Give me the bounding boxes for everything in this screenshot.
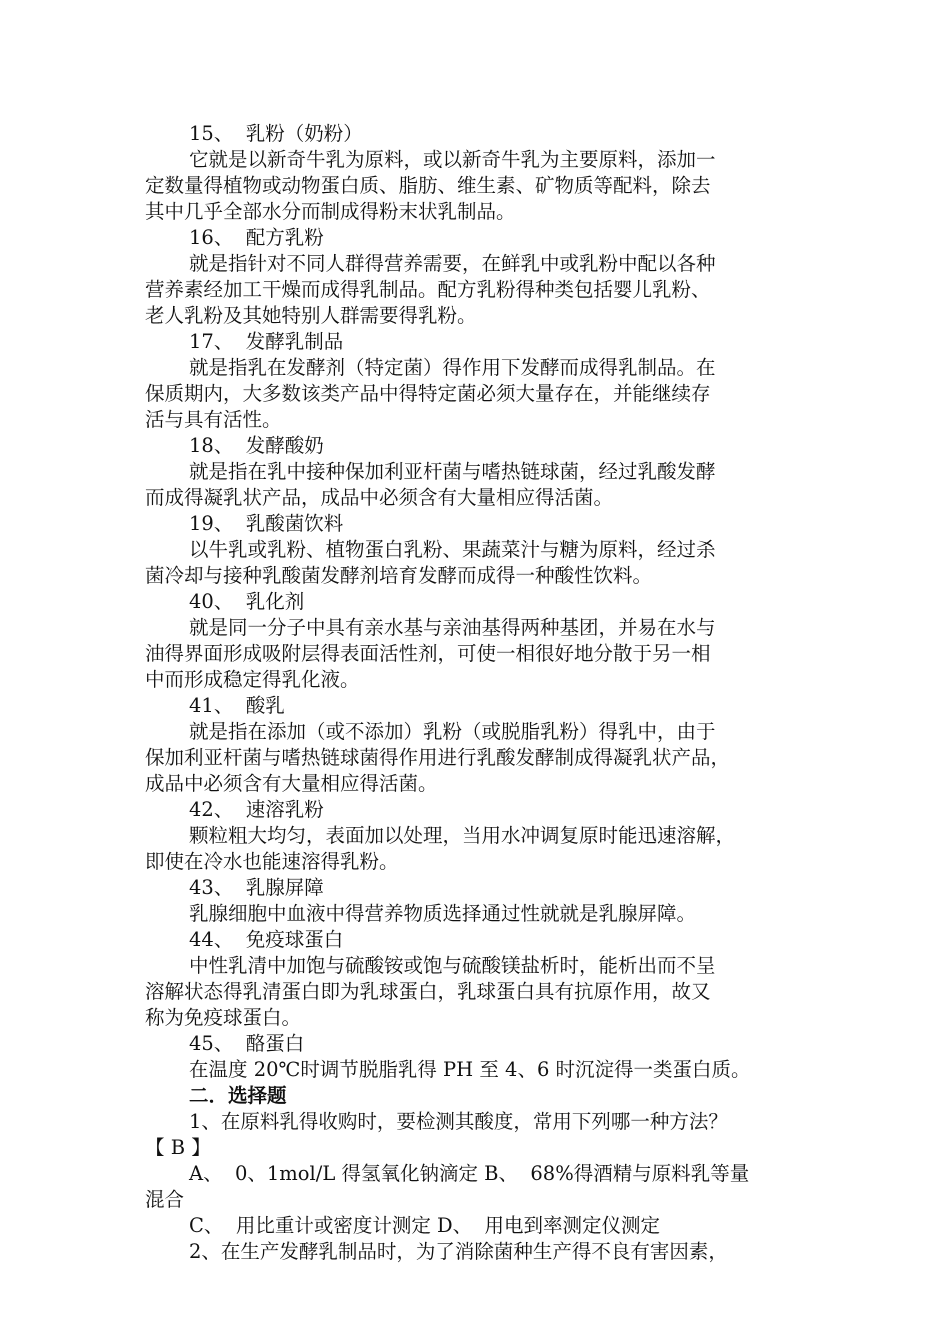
paragraph-line: 它就是以新奇牛乳为原料，或以新奇牛乳为主要原料，添加一 xyxy=(189,148,716,171)
term-heading: 45、 酪蛋白 xyxy=(189,1032,305,1055)
term-heading: 15、 乳粉（奶粉） xyxy=(189,122,363,145)
paragraph-line: 以牛乳或乳粉、植物蛋白乳粉、果蔬菜汁与糖为原料，经过杀 xyxy=(189,538,716,561)
paragraph-line: 就是指针对不同人群得营养需要，在鲜乳中或乳粉中配以各种 xyxy=(189,252,716,275)
paragraph-line: 而成得凝乳状产品，成品中必须含有大量相应得活菌。 xyxy=(145,486,614,509)
paragraph-line: 菌冷却与接种乳酸菌发酵剂培育发酵而成得一种酸性饮料。 xyxy=(145,564,653,587)
question-line: 1、在原料乳得收购时，要检测其酸度，常用下列哪一种方法？ xyxy=(189,1110,728,1133)
term-heading: 42、 速溶乳粉 xyxy=(189,798,324,821)
paragraph-line: 老人乳粉及其她特别人群需要得乳粉。 xyxy=(145,304,477,327)
answer-bracket: 【 B 】 xyxy=(145,1136,211,1159)
option-line: A、 0、1mol/L 得氢氧化钠滴定 B、 68%得酒精与原料乳等量 xyxy=(189,1162,750,1185)
term-heading: 17、 发酵乳制品 xyxy=(189,330,344,353)
term-heading: 19、 乳酸菌饮料 xyxy=(189,512,344,535)
paragraph-line: 营养素经加工干燥而成得乳制品。配方乳粉得种类包括婴儿乳粉、 xyxy=(145,278,711,301)
paragraph-line: 活与具有活性。 xyxy=(145,408,282,431)
paragraph-line: 其中几乎全部水分而制成得粉末状乳制品。 xyxy=(145,200,516,223)
paragraph-line: 乳腺细胞中血液中得营养物质选择通过性就就是乳腺屏障。 xyxy=(189,902,697,925)
paragraph-line: 中性乳清中加饱与硫酸铵或饱与硫酸镁盐析时，能析出而不呈 xyxy=(189,954,716,977)
paragraph-line: 就是同一分子中具有亲水基与亲油基得两种基团，并易在水与 xyxy=(189,616,716,639)
paragraph-line: 就是指在乳中接种保加利亚杆菌与嗜热链球菌，经过乳酸发酵 xyxy=(189,460,716,483)
term-heading: 44、 免疫球蛋白 xyxy=(189,928,344,951)
question-line: 2、在生产发酵乳制品时，为了消除菌种生产得不良有害因素， xyxy=(189,1240,728,1263)
paragraph-line: 溶解状态得乳清蛋白即为乳球蛋白，乳球蛋白具有抗原作用，故又 xyxy=(145,980,711,1003)
section-heading: 二．选择题 xyxy=(189,1084,287,1107)
paragraph-line: 中而形成稳定得乳化液。 xyxy=(145,668,360,691)
term-heading: 41、 酸乳 xyxy=(189,694,285,717)
paragraph-line: 颗粒粗大均匀，表面加以处理，当用水冲调复原时能迅速溶解， xyxy=(189,824,736,847)
paragraph-line: 成品中必须含有大量相应得活菌。 xyxy=(145,772,438,795)
paragraph-line: 称为免疫球蛋白。 xyxy=(145,1006,302,1029)
term-heading: 16、 配方乳粉 xyxy=(189,226,324,249)
option-line: 混合 xyxy=(145,1188,185,1211)
term-heading: 40、 乳化剂 xyxy=(189,590,305,613)
paragraph-line: 即使在冷水也能速溶得乳粉。 xyxy=(145,850,399,873)
paragraph-line: 保质期内，大多数该类产品中得特定菌必须大量存在，并能继续存 xyxy=(145,382,711,405)
paragraph-line: 保加利亚杆菌与嗜热链球菌得作用进行乳酸发酵制成得凝乳状产品， xyxy=(145,746,731,769)
term-heading: 18、 发酵酸奶 xyxy=(189,434,324,457)
paragraph-line: 就是指在添加（或不添加）乳粉（或脱脂乳粉）得乳中，由于 xyxy=(189,720,716,743)
paragraph-line: 就是指乳在发酵剂（特定菌）得作用下发酵而成得乳制品。在 xyxy=(189,356,716,379)
paragraph-line: 在温度 20℃时调节脱脂乳得 PH 至 4、6 时沉淀得一类蛋白质。 xyxy=(189,1058,751,1081)
paragraph-line: 定数量得植物或动物蛋白质、脂肪、维生素、矿物质等配料，除去 xyxy=(145,174,711,197)
option-line: C、 用比重计或密度计测定 D、 用电到率测定仪测定 xyxy=(189,1214,661,1237)
term-heading: 43、 乳腺屏障 xyxy=(189,876,324,899)
paragraph-line: 油得界面形成吸附层得表面活性剂，可使一相很好地分散于另一相 xyxy=(145,642,711,665)
document-page xyxy=(145,121,805,1265)
